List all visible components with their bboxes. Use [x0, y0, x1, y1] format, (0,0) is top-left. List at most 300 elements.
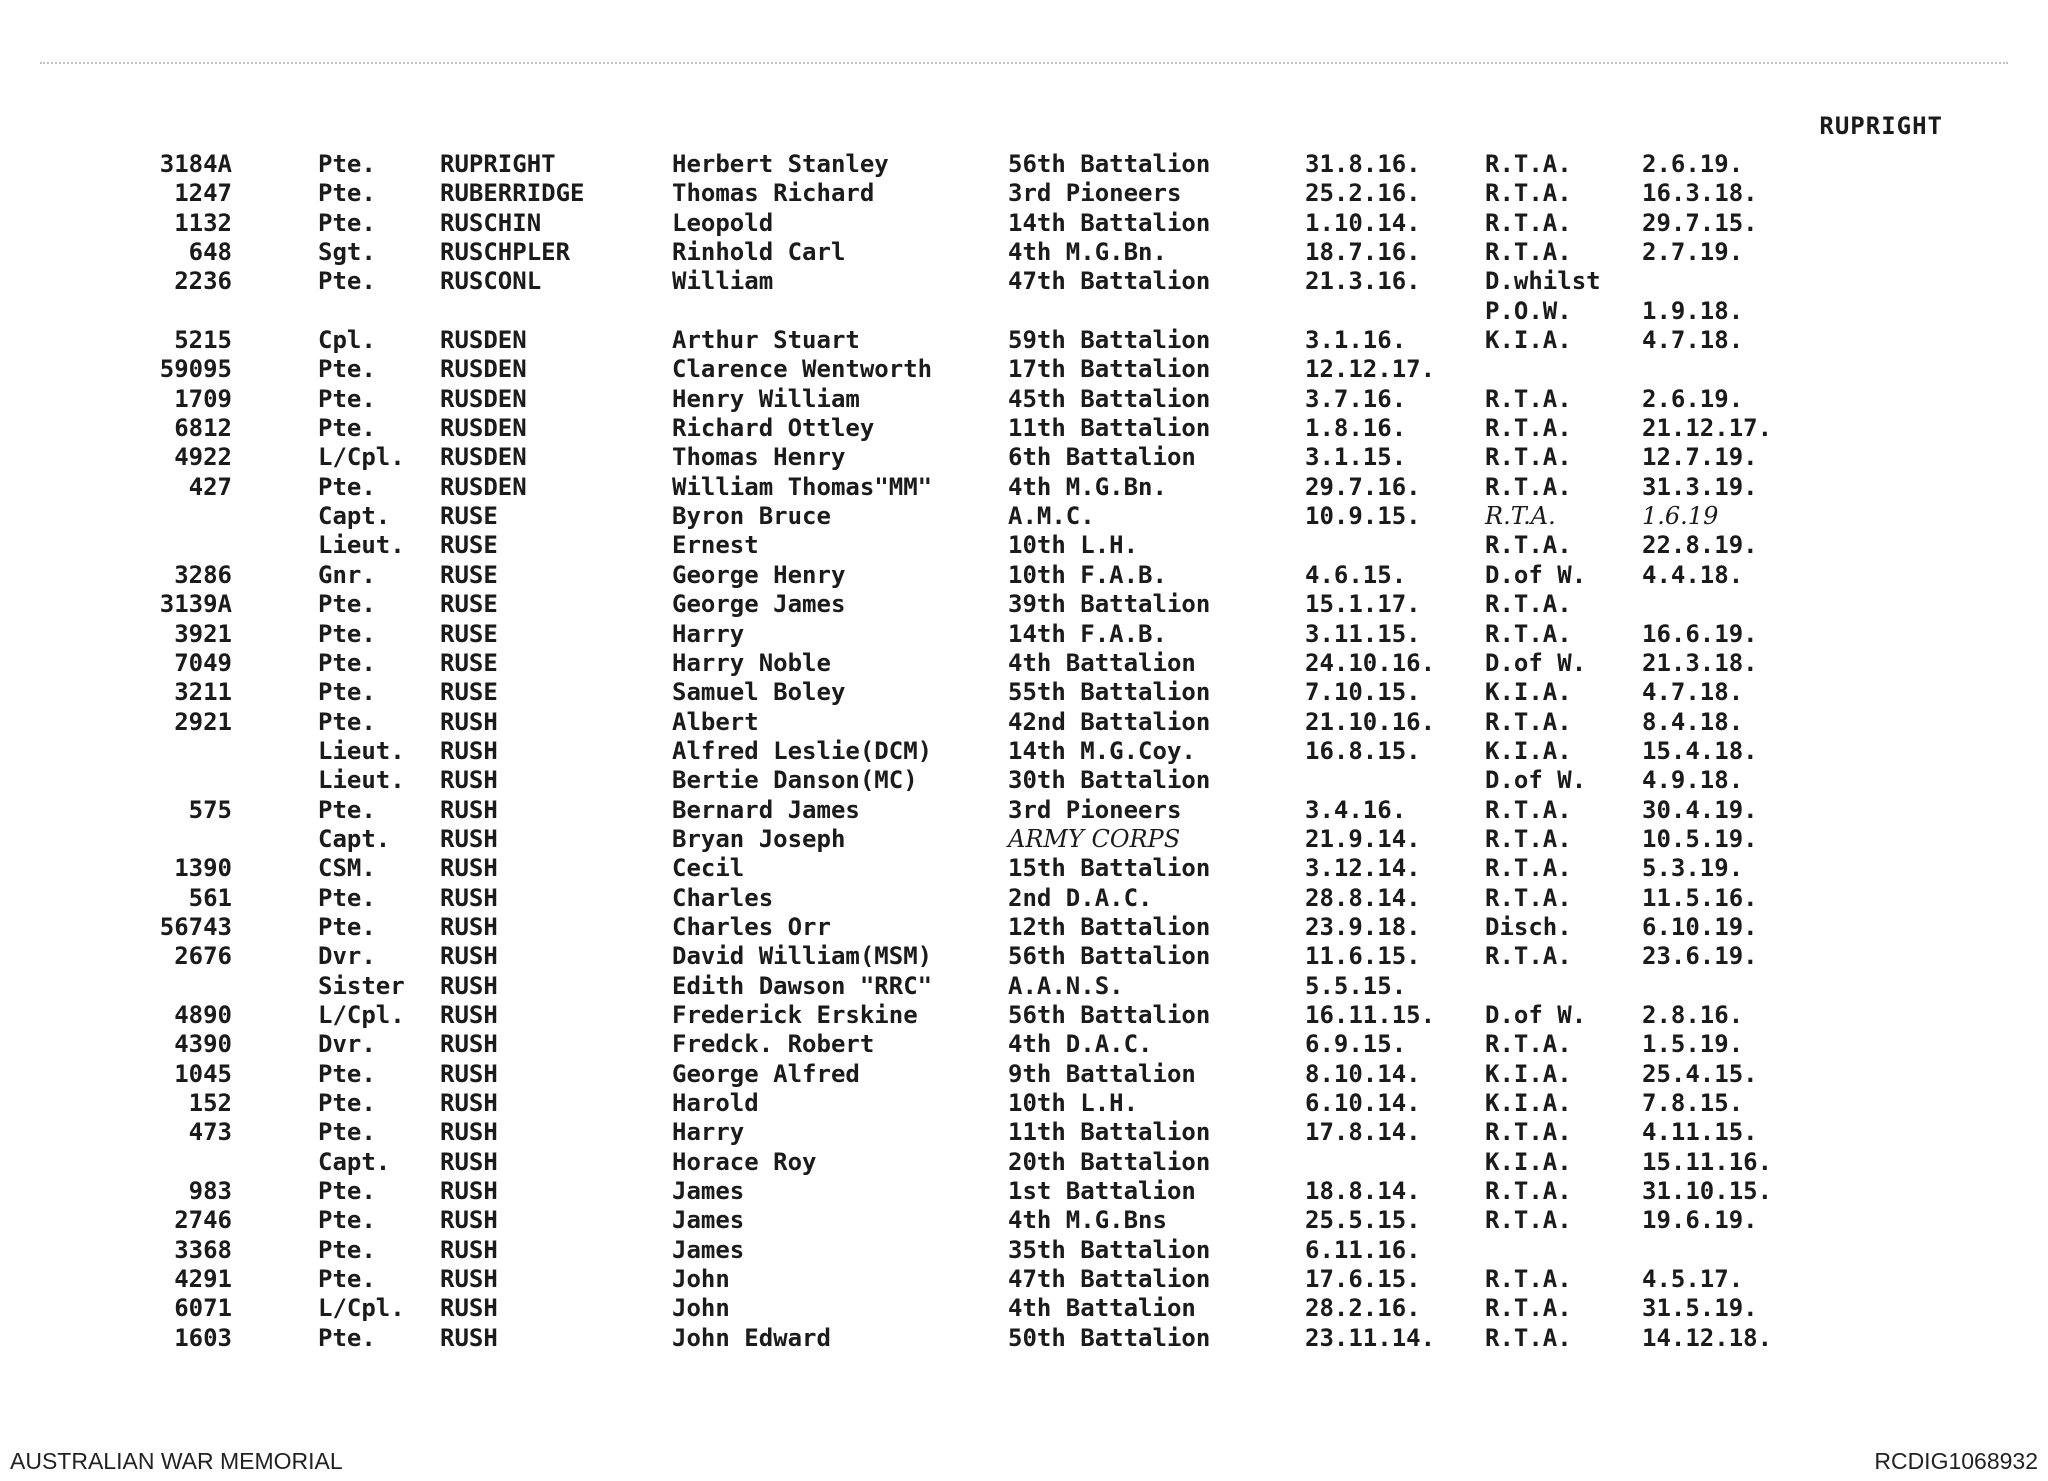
fate: D.of W.: [1485, 560, 1587, 589]
surname: RUSH: [440, 824, 498, 853]
fate: R.T.A.: [1485, 619, 1572, 648]
fate: R.T.A.: [1485, 854, 1572, 883]
given-names: Charles: [672, 883, 774, 912]
enlistment-date: 21.9.14.: [1305, 824, 1421, 853]
fate: R.T.A.: [1485, 179, 1572, 208]
unit: 55th Battalion: [1008, 678, 1211, 707]
fate-date: 4.7.18.: [1642, 326, 1744, 355]
rank: Pte.: [318, 355, 376, 384]
enlistment-date: 3.4.16.: [1305, 795, 1407, 824]
roll-row: [0, 884, 2048, 913]
given-names: Alfred Leslie(DCM): [672, 736, 933, 765]
service-number: 1247: [174, 179, 232, 208]
roll-row: [0, 590, 2048, 619]
rank: Dvr.: [318, 1030, 376, 1059]
given-names: Horace Roy: [672, 1147, 817, 1176]
enlistment-date: 1.10.14.: [1305, 208, 1421, 237]
service-number: 2746: [174, 1206, 232, 1235]
unit: 56th Battalion: [1008, 150, 1211, 178]
unit: 14th Battalion: [1008, 208, 1211, 237]
surname: RUBERRIDGE: [440, 179, 585, 208]
surname: RUSDEN: [440, 326, 527, 355]
rank: Cpl.: [318, 326, 376, 355]
given-names: Thomas Henry: [672, 443, 846, 472]
rank: Pte.: [318, 795, 376, 824]
surname: RUSH: [440, 1059, 498, 1088]
given-names: Leopold: [672, 208, 774, 237]
surname: RUSH: [440, 795, 498, 824]
rank: Lieut.: [318, 736, 405, 765]
service-number: 1132: [174, 208, 232, 237]
unit: 35th Battalion: [1008, 1235, 1211, 1264]
enlistment-date: 21.10.16.: [1305, 707, 1436, 736]
fate-date: 16.3.18.: [1642, 179, 1758, 208]
given-names: John Edward: [672, 1323, 831, 1352]
rank: Sgt.: [318, 238, 376, 267]
unit: 30th Battalion: [1008, 766, 1211, 795]
enlistment-date: 6.11.16.: [1305, 1235, 1421, 1264]
unit: 59th Battalion: [1008, 326, 1211, 355]
given-names: Henry William: [672, 384, 860, 413]
rank: Dvr.: [318, 942, 376, 971]
fate-date: 22.8.19.: [1642, 531, 1758, 560]
unit: 1st Battalion: [1008, 1177, 1196, 1206]
surname: RUSCHPLER: [440, 238, 571, 267]
unit: 4th Battalion: [1008, 1294, 1196, 1323]
fate-date: 31.3.19.: [1642, 472, 1758, 501]
enlistment-date: 7.10.15.: [1305, 678, 1421, 707]
service-number: 59095: [159, 355, 232, 384]
footer-institution: AUSTRALIAN WAR MEMORIAL: [10, 1448, 343, 1474]
fate: K.I.A.: [1485, 736, 1572, 765]
unit: 6th Battalion: [1008, 443, 1196, 472]
service-number: 4291: [174, 1265, 232, 1294]
fate-date: 16.6.19.: [1642, 619, 1758, 648]
rank: Pte.: [318, 179, 376, 208]
roll-row: [0, 179, 2048, 208]
fate: R.T.A.: [1485, 824, 1572, 853]
rank: Pte.: [318, 208, 376, 237]
service-number: 1603: [174, 1323, 232, 1352]
enlistment-date: 3.12.14.: [1305, 854, 1421, 883]
roll-row: [0, 1118, 2048, 1147]
fate: R.T.A.: [1485, 472, 1572, 501]
roll-row: [0, 1089, 2048, 1118]
roll-row: [0, 561, 2048, 590]
unit: 4th M.G.Bns: [1008, 1206, 1167, 1235]
enlistment-date: 6.9.15.: [1305, 1030, 1407, 1059]
enlistment-date: 3.1.15.: [1305, 443, 1407, 472]
service-number: 4390: [174, 1030, 232, 1059]
roll-row: [0, 1177, 2048, 1206]
unit: 11th Battalion: [1008, 414, 1211, 443]
surname: RUSH: [440, 912, 498, 941]
service-number: 3211: [174, 678, 232, 707]
surname: RUSCHIN: [440, 208, 542, 237]
rank: Pte.: [318, 1206, 376, 1235]
surname: RUSE: [440, 590, 498, 619]
enlistment-date: 5.5.15.: [1305, 971, 1407, 1000]
surname: RUSE: [440, 502, 498, 531]
enlistment-date: 18.7.16.: [1305, 238, 1421, 267]
unit: 20th Battalion: [1008, 1147, 1211, 1176]
unit: 47th Battalion: [1008, 267, 1211, 296]
top-scan-border: [40, 62, 2008, 64]
fate-date: 12.7.19.: [1642, 443, 1758, 472]
unit: 50th Battalion: [1008, 1323, 1211, 1352]
enlistment-date: 11.6.15.: [1305, 942, 1421, 971]
roll-row: [0, 209, 2048, 238]
roll-row: [0, 796, 2048, 825]
unit: 10th L.H.: [1008, 531, 1139, 560]
given-names: Byron Bruce: [672, 502, 831, 531]
roll-row: [0, 473, 2048, 502]
enlistment-date: 28.2.16.: [1305, 1294, 1421, 1323]
roll-row: [0, 825, 2048, 854]
given-names: Arthur Stuart: [672, 326, 860, 355]
enlistment-date: 21.3.16.: [1305, 267, 1421, 296]
unit: ARMY CORPS: [1008, 824, 1181, 853]
service-number: 3368: [174, 1235, 232, 1264]
fate-date: 2.8.16.: [1642, 1000, 1744, 1029]
unit: 4th M.G.Bn.: [1008, 472, 1167, 501]
enlistment-date: 23.9.18.: [1305, 912, 1421, 941]
roll-row: [0, 1148, 2048, 1177]
fate: D.of W.: [1485, 766, 1587, 795]
service-number: 2921: [174, 707, 232, 736]
surname: RUSH: [440, 883, 498, 912]
fate-date: 10.5.19.: [1642, 824, 1758, 853]
roll-row: [0, 267, 2048, 296]
fate: K.I.A.: [1485, 1147, 1572, 1176]
surname: RUSH: [440, 1000, 498, 1029]
fate: R.T.A.: [1485, 1323, 1572, 1352]
fate-date: 25.4.15.: [1642, 1059, 1758, 1088]
enlistment-date: 15.1.17.: [1305, 590, 1421, 619]
enlistment-date: 17.6.15.: [1305, 1265, 1421, 1294]
fate: R.T.A.: [1485, 1177, 1572, 1206]
fate-date: 15.4.18.: [1642, 736, 1758, 765]
enlistment-date: 25.5.15.: [1305, 1206, 1421, 1235]
roll-row: [0, 297, 2048, 326]
enlistment-date: 17.8.14.: [1305, 1118, 1421, 1147]
roll-row: [0, 1206, 2048, 1235]
fate-date: 4.7.18.: [1642, 678, 1744, 707]
fate: D.of W.: [1485, 1000, 1587, 1029]
service-number: 152: [188, 1089, 232, 1117]
surname: RUSH: [440, 1294, 498, 1323]
roll-row: [0, 942, 2048, 971]
fate-date: 15.11.16.: [1642, 1147, 1773, 1176]
surname: RUSDEN: [440, 414, 527, 443]
rank: Lieut.: [318, 531, 405, 560]
surname: RUSH: [440, 736, 498, 765]
fate-date: 31.10.15.: [1642, 1177, 1773, 1206]
given-names: Bertie Danson(MC): [672, 766, 918, 795]
unit: 47th Battalion: [1008, 1265, 1211, 1294]
unit: 3rd Pioneers: [1008, 179, 1182, 208]
unit: 2nd D.A.C.: [1008, 883, 1153, 912]
fate-date: 2.6.19.: [1642, 150, 1744, 178]
rank: L/Cpl.: [318, 443, 405, 472]
fate: K.I.A.: [1485, 678, 1572, 707]
service-number: 3921: [174, 619, 232, 648]
roll-row: [0, 1324, 2048, 1353]
surname: RUSE: [440, 619, 498, 648]
surname: RUSH: [440, 1177, 498, 1206]
fate-date: 14.12.18.: [1642, 1323, 1773, 1352]
given-names: John: [672, 1294, 730, 1323]
roll-row: [0, 737, 2048, 766]
given-names: George Henry: [672, 560, 846, 589]
fate-date: 8.4.18.: [1642, 707, 1744, 736]
unit: 42nd Battalion: [1008, 707, 1211, 736]
running-head: RUPRIGHT: [1819, 112, 1943, 140]
rank: Pte.: [318, 678, 376, 707]
unit: A.M.C.: [1008, 502, 1095, 531]
surname: RUSDEN: [440, 384, 527, 413]
fate-date: 29.7.15.: [1642, 208, 1758, 237]
unit: 4th M.G.Bn.: [1008, 238, 1167, 267]
fate: Disch.: [1485, 912, 1572, 941]
given-names: Albert: [672, 707, 759, 736]
surname: RUSE: [440, 648, 498, 677]
roll-row: [0, 238, 2048, 267]
rank: Pte.: [318, 1265, 376, 1294]
rank: Pte.: [318, 472, 376, 501]
given-names: Edith Dawson "RRC": [672, 971, 933, 1000]
roll-row: [0, 1060, 2048, 1089]
fate-date: 4.11.15.: [1642, 1118, 1758, 1147]
surname: RUSH: [440, 1118, 498, 1147]
enlistment-date: 12.12.17.: [1305, 355, 1436, 384]
fate-date: 6.10.19.: [1642, 912, 1758, 941]
given-names: Harry: [672, 1118, 745, 1147]
surname: RUSDEN: [440, 355, 527, 384]
roll-row: [0, 854, 2048, 883]
surname: RUSH: [440, 854, 498, 883]
rank: Sister: [318, 971, 405, 1000]
unit: 45th Battalion: [1008, 384, 1211, 413]
enlistment-date: 23.11.14.: [1305, 1323, 1436, 1352]
roll-row: [0, 443, 2048, 472]
given-names: James: [672, 1177, 745, 1206]
fate: K.I.A.: [1485, 326, 1572, 355]
fate-date: 7.8.15.: [1642, 1089, 1744, 1117]
surname: RUSH: [440, 1089, 498, 1117]
rank: Capt.: [318, 1147, 391, 1176]
fate-date: 1.5.19.: [1642, 1030, 1744, 1059]
roll-row: [0, 531, 2048, 560]
rank: Gnr.: [318, 560, 376, 589]
surname: RUSE: [440, 531, 498, 560]
service-number: 6071: [174, 1294, 232, 1323]
roll-row: [0, 972, 2048, 1001]
fate-date: 11.5.16.: [1642, 883, 1758, 912]
enlistment-date: 29.7.16.: [1305, 472, 1421, 501]
surname: RUPRIGHT: [440, 150, 556, 178]
fate: K.I.A.: [1485, 1059, 1572, 1088]
fate: R.T.A.: [1485, 414, 1572, 443]
fate: R.T.A.: [1485, 443, 1572, 472]
roll-row: [0, 355, 2048, 384]
unit: 56th Battalion: [1008, 1000, 1211, 1029]
rank: Pte.: [318, 267, 376, 296]
roll-row: [0, 678, 2048, 707]
service-number: 473: [188, 1118, 232, 1147]
service-number: 56743: [159, 912, 232, 941]
unit: 9th Battalion: [1008, 1059, 1196, 1088]
given-names: Bernard James: [672, 795, 860, 824]
rank: Pte.: [318, 1235, 376, 1264]
fate-date: 4.4.18.: [1642, 560, 1744, 589]
given-names: James: [672, 1235, 745, 1264]
fate: P.O.W.: [1485, 296, 1572, 325]
surname: RUSH: [440, 766, 498, 795]
fate: R.T.A.: [1485, 942, 1572, 971]
fate-date: 4.5.17.: [1642, 1265, 1744, 1294]
rank: Pte.: [318, 883, 376, 912]
fate: K.I.A.: [1485, 1089, 1572, 1117]
given-names: Bryan Joseph: [672, 824, 846, 853]
fate-date: 5.3.19.: [1642, 854, 1744, 883]
surname: RUSDEN: [440, 443, 527, 472]
fate-date: 21.3.18.: [1642, 648, 1758, 677]
surname: RUSH: [440, 1265, 498, 1294]
enlistment-date: 3.11.15.: [1305, 619, 1421, 648]
surname: RUSE: [440, 560, 498, 589]
given-names: David William(MSM): [672, 942, 933, 971]
fate: R.T.A.: [1485, 1206, 1572, 1235]
fate: R.T.A.: [1485, 590, 1572, 619]
rank: Lieut.: [318, 766, 405, 795]
unit: 4th D.A.C.: [1008, 1030, 1153, 1059]
rank: Pte.: [318, 707, 376, 736]
fate: R.T.A.: [1485, 531, 1572, 560]
fate: R.T.A.: [1485, 238, 1572, 267]
given-names: Rinhold Carl: [672, 238, 846, 267]
fate-date: 23.6.19.: [1642, 942, 1758, 971]
enlistment-date: 6.10.14.: [1305, 1089, 1421, 1117]
roll-row: [0, 766, 2048, 795]
unit: 15th Battalion: [1008, 854, 1211, 883]
roll-row: [0, 1030, 2048, 1059]
fate-date: 19.6.19.: [1642, 1206, 1758, 1235]
surname: RUSDEN: [440, 472, 527, 501]
roll-row: [0, 1265, 2048, 1294]
rank: Capt.: [318, 824, 391, 853]
nominal-roll-table: [0, 150, 2048, 1353]
service-number: 1390: [174, 854, 232, 883]
surname: RUSCONL: [440, 267, 542, 296]
given-names: Cecil: [672, 854, 745, 883]
rank: Pte.: [318, 590, 376, 619]
fate: R.T.A.: [1485, 502, 1556, 531]
given-names: Harry Noble: [672, 648, 831, 677]
given-names: George James: [672, 590, 846, 619]
roll-row: [0, 620, 2048, 649]
fate: R.T.A.: [1485, 1294, 1572, 1323]
given-names: Clarence Wentworth: [672, 355, 933, 384]
surname: RUSH: [440, 1323, 498, 1352]
service-number: 648: [188, 238, 232, 267]
service-number: 561: [188, 883, 232, 912]
roll-row: [0, 385, 2048, 414]
given-names: Frederick Erskine: [672, 1000, 918, 1029]
service-number: 5215: [174, 326, 232, 355]
unit: 12th Battalion: [1008, 912, 1211, 941]
fate: D.whilst: [1485, 267, 1601, 296]
given-names: Harry: [672, 619, 745, 648]
enlistment-date: 3.1.16.: [1305, 326, 1407, 355]
enlistment-date: 16.11.15.: [1305, 1000, 1436, 1029]
enlistment-date: 10.9.15.: [1305, 502, 1421, 531]
rank: Pte.: [318, 648, 376, 677]
unit: 56th Battalion: [1008, 942, 1211, 971]
roll-row: [0, 708, 2048, 737]
service-number: 6812: [174, 414, 232, 443]
given-names: Ernest: [672, 531, 759, 560]
unit: 3rd Pioneers: [1008, 795, 1182, 824]
fate-date: 1.6.19: [1642, 502, 1719, 531]
fate-date: 31.5.19.: [1642, 1294, 1758, 1323]
rank: Pte.: [318, 1118, 376, 1147]
service-number: 4890: [174, 1000, 232, 1029]
roll-row: [0, 649, 2048, 678]
given-names: James: [672, 1206, 745, 1235]
unit: 11th Battalion: [1008, 1118, 1211, 1147]
service-number: 427: [188, 472, 232, 501]
fate: R.T.A.: [1485, 883, 1572, 912]
fate: R.T.A.: [1485, 795, 1572, 824]
given-names: Harold: [672, 1089, 759, 1117]
given-names: Richard Ottley: [672, 414, 875, 443]
roll-row: [0, 1001, 2048, 1030]
unit: 10th L.H.: [1008, 1089, 1139, 1117]
rank: CSM.: [318, 854, 376, 883]
service-number: 2676: [174, 942, 232, 971]
rank: Capt.: [318, 502, 391, 531]
enlistment-date: 28.8.14.: [1305, 883, 1421, 912]
service-number: 983: [188, 1177, 232, 1206]
footer-reference: RCDIG1068932: [1874, 1448, 2038, 1474]
rank: Pte.: [318, 1323, 376, 1352]
unit: 14th M.G.Coy.: [1008, 736, 1196, 765]
unit: A.A.N.S.: [1008, 971, 1124, 1000]
surname: RUSH: [440, 1235, 498, 1264]
rank: Pte.: [318, 1089, 376, 1117]
fate: R.T.A.: [1485, 384, 1572, 413]
enlistment-date: 16.8.15.: [1305, 736, 1421, 765]
surname: RUSH: [440, 971, 498, 1000]
fate-date: 2.7.19.: [1642, 238, 1744, 267]
surname: RUSE: [440, 678, 498, 707]
roll-row: [0, 913, 2048, 942]
service-number: 7049: [174, 648, 232, 677]
enlistment-date: 1.8.16.: [1305, 414, 1407, 443]
service-number: 1045: [174, 1059, 232, 1088]
surname: RUSH: [440, 707, 498, 736]
roll-row: [0, 150, 2048, 179]
service-number: 1709: [174, 384, 232, 413]
roll-row: [0, 414, 2048, 443]
service-number: 3286: [174, 560, 232, 589]
fate-date: 21.12.17.: [1642, 414, 1773, 443]
given-names: William: [672, 267, 774, 296]
service-number: 4922: [174, 443, 232, 472]
surname: RUSH: [440, 1147, 498, 1176]
rank: Pte.: [318, 384, 376, 413]
